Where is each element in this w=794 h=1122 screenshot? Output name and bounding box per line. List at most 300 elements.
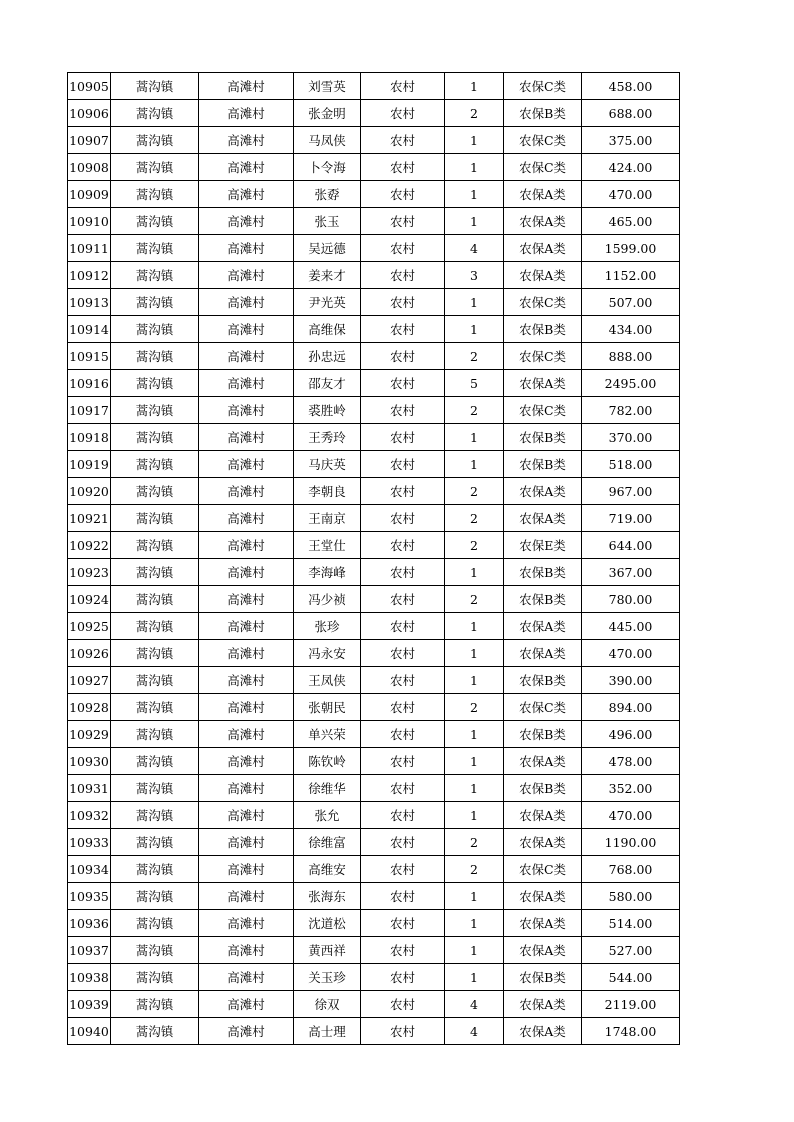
person-name-cell: 张珍 bbox=[294, 613, 361, 640]
village-cell: 高滩村 bbox=[199, 262, 294, 289]
table-row bbox=[68, 559, 680, 586]
record-id-cell: 10939 bbox=[68, 991, 111, 1018]
record-id-cell: 10934 bbox=[68, 856, 111, 883]
record-id-cell: 10932 bbox=[68, 802, 111, 829]
town-cell: 蒿沟镇 bbox=[111, 586, 199, 613]
village-cell: 高滩村 bbox=[199, 775, 294, 802]
table-row bbox=[68, 883, 680, 910]
person-name-cell: 张海东 bbox=[294, 883, 361, 910]
town-cell: 蒿沟镇 bbox=[111, 640, 199, 667]
household-count-cell: 1 bbox=[445, 154, 504, 181]
person-name-cell: 高士理 bbox=[294, 1018, 361, 1045]
household-count-cell: 1 bbox=[445, 559, 504, 586]
amount-cell: 1152.00 bbox=[582, 262, 680, 289]
village-cell: 高滩村 bbox=[199, 73, 294, 100]
town-cell: 蒿沟镇 bbox=[111, 316, 199, 343]
town-cell: 蒿沟镇 bbox=[111, 883, 199, 910]
person-name-cell: 张金明 bbox=[294, 100, 361, 127]
insurance-category-cell: 农保A类 bbox=[504, 235, 582, 262]
amount-cell: 470.00 bbox=[582, 802, 680, 829]
table-row bbox=[68, 262, 680, 289]
table-row bbox=[68, 829, 680, 856]
amount-cell: 527.00 bbox=[582, 937, 680, 964]
amount-cell: 496.00 bbox=[582, 721, 680, 748]
record-id-cell: 10926 bbox=[68, 640, 111, 667]
insurance-category-cell: 农保A类 bbox=[504, 262, 582, 289]
insurance-category-cell: 农保B类 bbox=[504, 424, 582, 451]
town-cell: 蒿沟镇 bbox=[111, 208, 199, 235]
household-count-cell: 1 bbox=[445, 883, 504, 910]
record-id-cell: 10927 bbox=[68, 667, 111, 694]
household-count-cell: 2 bbox=[445, 343, 504, 370]
table-row bbox=[68, 937, 680, 964]
household-count-cell: 1 bbox=[445, 181, 504, 208]
area-type-cell: 农村 bbox=[361, 73, 445, 100]
amount-cell: 782.00 bbox=[582, 397, 680, 424]
amount-cell: 967.00 bbox=[582, 478, 680, 505]
area-type-cell: 农村 bbox=[361, 559, 445, 586]
household-count-cell: 1 bbox=[445, 127, 504, 154]
town-cell: 蒿沟镇 bbox=[111, 289, 199, 316]
town-cell: 蒿沟镇 bbox=[111, 613, 199, 640]
record-id-cell: 10911 bbox=[68, 235, 111, 262]
record-id-cell: 10930 bbox=[68, 748, 111, 775]
household-count-cell: 3 bbox=[445, 262, 504, 289]
table-row bbox=[68, 181, 680, 208]
person-name-cell: 冯少祯 bbox=[294, 586, 361, 613]
insurance-category-cell: 农保A类 bbox=[504, 829, 582, 856]
record-id-cell: 10924 bbox=[68, 586, 111, 613]
person-name-cell: 冯永安 bbox=[294, 640, 361, 667]
area-type-cell: 农村 bbox=[361, 802, 445, 829]
village-cell: 高滩村 bbox=[199, 478, 294, 505]
household-count-cell: 2 bbox=[445, 532, 504, 559]
town-cell: 蒿沟镇 bbox=[111, 424, 199, 451]
record-id-cell: 10931 bbox=[68, 775, 111, 802]
record-id-cell: 10928 bbox=[68, 694, 111, 721]
town-cell: 蒿沟镇 bbox=[111, 748, 199, 775]
table-row bbox=[68, 424, 680, 451]
table-row bbox=[68, 667, 680, 694]
village-cell: 高滩村 bbox=[199, 802, 294, 829]
town-cell: 蒿沟镇 bbox=[111, 532, 199, 559]
insurance-category-cell: 农保C类 bbox=[504, 127, 582, 154]
area-type-cell: 农村 bbox=[361, 721, 445, 748]
person-name-cell: 姜来才 bbox=[294, 262, 361, 289]
person-name-cell: 王秀玲 bbox=[294, 424, 361, 451]
village-cell: 高滩村 bbox=[199, 667, 294, 694]
person-name-cell: 徐维富 bbox=[294, 829, 361, 856]
town-cell: 蒿沟镇 bbox=[111, 910, 199, 937]
area-type-cell: 农村 bbox=[361, 424, 445, 451]
table-row bbox=[68, 586, 680, 613]
amount-cell: 514.00 bbox=[582, 910, 680, 937]
household-count-cell: 1 bbox=[445, 613, 504, 640]
record-id-cell: 10912 bbox=[68, 262, 111, 289]
area-type-cell: 农村 bbox=[361, 991, 445, 1018]
amount-cell: 580.00 bbox=[582, 883, 680, 910]
town-cell: 蒿沟镇 bbox=[111, 343, 199, 370]
person-name-cell: 关玉珍 bbox=[294, 964, 361, 991]
insurance-category-cell: 农保C类 bbox=[504, 694, 582, 721]
amount-cell: 445.00 bbox=[582, 613, 680, 640]
record-id-cell: 10921 bbox=[68, 505, 111, 532]
area-type-cell: 农村 bbox=[361, 208, 445, 235]
village-cell: 高滩村 bbox=[199, 181, 294, 208]
household-count-cell: 1 bbox=[445, 451, 504, 478]
village-cell: 高滩村 bbox=[199, 883, 294, 910]
record-id-cell: 10906 bbox=[68, 100, 111, 127]
table-row bbox=[68, 775, 680, 802]
insurance-category-cell: 农保C类 bbox=[504, 397, 582, 424]
town-cell: 蒿沟镇 bbox=[111, 478, 199, 505]
household-count-cell: 2 bbox=[445, 100, 504, 127]
town-cell: 蒿沟镇 bbox=[111, 667, 199, 694]
village-cell: 高滩村 bbox=[199, 559, 294, 586]
village-cell: 高滩村 bbox=[199, 154, 294, 181]
village-cell: 高滩村 bbox=[199, 829, 294, 856]
area-type-cell: 农村 bbox=[361, 775, 445, 802]
village-cell: 高滩村 bbox=[199, 424, 294, 451]
village-cell: 高滩村 bbox=[199, 397, 294, 424]
record-id-cell: 10910 bbox=[68, 208, 111, 235]
person-name-cell: 王凤侠 bbox=[294, 667, 361, 694]
area-type-cell: 农村 bbox=[361, 181, 445, 208]
record-id-cell: 10929 bbox=[68, 721, 111, 748]
table-row bbox=[68, 532, 680, 559]
amount-cell: 424.00 bbox=[582, 154, 680, 181]
person-name-cell: 陈钦岭 bbox=[294, 748, 361, 775]
insurance-category-cell: 农保A类 bbox=[504, 991, 582, 1018]
household-count-cell: 1 bbox=[445, 289, 504, 316]
person-name-cell: 沈道松 bbox=[294, 910, 361, 937]
person-name-cell: 张允 bbox=[294, 802, 361, 829]
town-cell: 蒿沟镇 bbox=[111, 721, 199, 748]
record-id-cell: 10908 bbox=[68, 154, 111, 181]
village-cell: 高滩村 bbox=[199, 964, 294, 991]
table-row bbox=[68, 1018, 680, 1045]
record-id-cell: 10935 bbox=[68, 883, 111, 910]
person-name-cell: 李朝良 bbox=[294, 478, 361, 505]
table-row bbox=[68, 316, 680, 343]
town-cell: 蒿沟镇 bbox=[111, 775, 199, 802]
amount-cell: 544.00 bbox=[582, 964, 680, 991]
amount-cell: 768.00 bbox=[582, 856, 680, 883]
table-row bbox=[68, 991, 680, 1018]
insurance-category-cell: 农保A类 bbox=[504, 883, 582, 910]
person-name-cell: 高维保 bbox=[294, 316, 361, 343]
insurance-category-cell: 农保C类 bbox=[504, 856, 582, 883]
area-type-cell: 农村 bbox=[361, 127, 445, 154]
town-cell: 蒿沟镇 bbox=[111, 505, 199, 532]
household-count-cell: 4 bbox=[445, 991, 504, 1018]
household-count-cell: 1 bbox=[445, 775, 504, 802]
insurance-category-cell: 农保B类 bbox=[504, 451, 582, 478]
insurance-category-cell: 农保A类 bbox=[504, 937, 582, 964]
amount-cell: 1190.00 bbox=[582, 829, 680, 856]
village-cell: 高滩村 bbox=[199, 640, 294, 667]
amount-cell: 688.00 bbox=[582, 100, 680, 127]
person-name-cell: 黄西祥 bbox=[294, 937, 361, 964]
household-count-cell: 2 bbox=[445, 478, 504, 505]
insurance-category-cell: 农保B类 bbox=[504, 721, 582, 748]
area-type-cell: 农村 bbox=[361, 397, 445, 424]
insurance-category-cell: 农保B类 bbox=[504, 100, 582, 127]
household-count-cell: 2 bbox=[445, 694, 504, 721]
table-row bbox=[68, 127, 680, 154]
table-row bbox=[68, 613, 680, 640]
village-cell: 高滩村 bbox=[199, 586, 294, 613]
village-cell: 高滩村 bbox=[199, 1018, 294, 1045]
household-count-cell: 4 bbox=[445, 1018, 504, 1045]
household-count-cell: 1 bbox=[445, 910, 504, 937]
table-row bbox=[68, 910, 680, 937]
household-count-cell: 1 bbox=[445, 964, 504, 991]
insurance-category-cell: 农保C类 bbox=[504, 343, 582, 370]
town-cell: 蒿沟镇 bbox=[111, 964, 199, 991]
area-type-cell: 农村 bbox=[361, 748, 445, 775]
area-type-cell: 农村 bbox=[361, 856, 445, 883]
insurance-category-cell: 农保A类 bbox=[504, 208, 582, 235]
amount-cell: 390.00 bbox=[582, 667, 680, 694]
village-cell: 高滩村 bbox=[199, 748, 294, 775]
household-count-cell: 1 bbox=[445, 73, 504, 100]
village-cell: 高滩村 bbox=[199, 127, 294, 154]
amount-cell: 2495.00 bbox=[582, 370, 680, 397]
household-count-cell: 1 bbox=[445, 424, 504, 451]
table-row bbox=[68, 856, 680, 883]
area-type-cell: 农村 bbox=[361, 910, 445, 937]
table-row bbox=[68, 964, 680, 991]
person-name-cell: 单兴荣 bbox=[294, 721, 361, 748]
table-row bbox=[68, 694, 680, 721]
insurance-category-cell: 农保A类 bbox=[504, 505, 582, 532]
town-cell: 蒿沟镇 bbox=[111, 73, 199, 100]
table-row bbox=[68, 100, 680, 127]
table-row bbox=[68, 73, 680, 100]
area-type-cell: 农村 bbox=[361, 829, 445, 856]
insurance-category-cell: 农保C类 bbox=[504, 289, 582, 316]
record-id-cell: 10933 bbox=[68, 829, 111, 856]
village-cell: 高滩村 bbox=[199, 910, 294, 937]
table-row bbox=[68, 208, 680, 235]
area-type-cell: 农村 bbox=[361, 370, 445, 397]
person-name-cell: 邵友才 bbox=[294, 370, 361, 397]
town-cell: 蒿沟镇 bbox=[111, 856, 199, 883]
amount-cell: 888.00 bbox=[582, 343, 680, 370]
village-cell: 高滩村 bbox=[199, 856, 294, 883]
person-name-cell: 王南京 bbox=[294, 505, 361, 532]
person-name-cell: 吴远德 bbox=[294, 235, 361, 262]
record-id-cell: 10922 bbox=[68, 532, 111, 559]
household-count-cell: 4 bbox=[445, 235, 504, 262]
person-name-cell: 卜令海 bbox=[294, 154, 361, 181]
record-id-cell: 10940 bbox=[68, 1018, 111, 1045]
insurance-category-cell: 农保A类 bbox=[504, 613, 582, 640]
town-cell: 蒿沟镇 bbox=[111, 100, 199, 127]
household-count-cell: 2 bbox=[445, 829, 504, 856]
village-cell: 高滩村 bbox=[199, 370, 294, 397]
amount-cell: 470.00 bbox=[582, 181, 680, 208]
insurance-category-cell: 农保A类 bbox=[504, 181, 582, 208]
record-id-cell: 10919 bbox=[68, 451, 111, 478]
table-row bbox=[68, 640, 680, 667]
insurance-category-cell: 农保B类 bbox=[504, 964, 582, 991]
area-type-cell: 农村 bbox=[361, 262, 445, 289]
record-id-cell: 10938 bbox=[68, 964, 111, 991]
village-cell: 高滩村 bbox=[199, 100, 294, 127]
village-cell: 高滩村 bbox=[199, 505, 294, 532]
person-name-cell: 李海峰 bbox=[294, 559, 361, 586]
amount-cell: 518.00 bbox=[582, 451, 680, 478]
amount-cell: 465.00 bbox=[582, 208, 680, 235]
area-type-cell: 农村 bbox=[361, 505, 445, 532]
person-name-cell: 马凤侠 bbox=[294, 127, 361, 154]
area-type-cell: 农村 bbox=[361, 343, 445, 370]
table-row bbox=[68, 451, 680, 478]
table-row bbox=[68, 289, 680, 316]
area-type-cell: 农村 bbox=[361, 1018, 445, 1045]
table-row bbox=[68, 505, 680, 532]
amount-cell: 2119.00 bbox=[582, 991, 680, 1018]
town-cell: 蒿沟镇 bbox=[111, 829, 199, 856]
insurance-category-cell: 农保A类 bbox=[504, 748, 582, 775]
insurance-category-cell: 农保A类 bbox=[504, 1018, 582, 1045]
village-cell: 高滩村 bbox=[199, 208, 294, 235]
record-id-cell: 10923 bbox=[68, 559, 111, 586]
amount-cell: 434.00 bbox=[582, 316, 680, 343]
amount-cell: 478.00 bbox=[582, 748, 680, 775]
insurance-category-cell: 农保C类 bbox=[504, 154, 582, 181]
town-cell: 蒿沟镇 bbox=[111, 937, 199, 964]
record-id-cell: 10905 bbox=[68, 73, 111, 100]
person-name-cell: 尹光英 bbox=[294, 289, 361, 316]
person-name-cell: 王堂仕 bbox=[294, 532, 361, 559]
person-name-cell: 孙忠远 bbox=[294, 343, 361, 370]
record-id-cell: 10909 bbox=[68, 181, 111, 208]
record-id-cell: 10907 bbox=[68, 127, 111, 154]
household-count-cell: 1 bbox=[445, 721, 504, 748]
area-type-cell: 农村 bbox=[361, 883, 445, 910]
insurance-category-cell: 农保A类 bbox=[504, 640, 582, 667]
town-cell: 蒿沟镇 bbox=[111, 154, 199, 181]
record-id-cell: 10917 bbox=[68, 397, 111, 424]
area-type-cell: 农村 bbox=[361, 289, 445, 316]
town-cell: 蒿沟镇 bbox=[111, 694, 199, 721]
record-id-cell: 10920 bbox=[68, 478, 111, 505]
amount-cell: 367.00 bbox=[582, 559, 680, 586]
amount-cell: 507.00 bbox=[582, 289, 680, 316]
area-type-cell: 农村 bbox=[361, 235, 445, 262]
household-count-cell: 5 bbox=[445, 370, 504, 397]
amount-cell: 375.00 bbox=[582, 127, 680, 154]
household-count-cell: 1 bbox=[445, 640, 504, 667]
area-type-cell: 农村 bbox=[361, 694, 445, 721]
table-row bbox=[68, 343, 680, 370]
person-name-cell: 张孬 bbox=[294, 181, 361, 208]
household-count-cell: 2 bbox=[445, 856, 504, 883]
household-count-cell: 1 bbox=[445, 802, 504, 829]
household-count-cell: 2 bbox=[445, 397, 504, 424]
record-id-cell: 10915 bbox=[68, 343, 111, 370]
insurance-category-cell: 农保E类 bbox=[504, 532, 582, 559]
table-row bbox=[68, 235, 680, 262]
village-cell: 高滩村 bbox=[199, 991, 294, 1018]
household-count-cell: 1 bbox=[445, 937, 504, 964]
table-row bbox=[68, 802, 680, 829]
table-row bbox=[68, 154, 680, 181]
person-name-cell: 裘胜岭 bbox=[294, 397, 361, 424]
record-id-cell: 10914 bbox=[68, 316, 111, 343]
village-cell: 高滩村 bbox=[199, 316, 294, 343]
household-count-cell: 1 bbox=[445, 316, 504, 343]
record-id-cell: 10916 bbox=[68, 370, 111, 397]
insurance-category-cell: 农保B类 bbox=[504, 316, 582, 343]
area-type-cell: 农村 bbox=[361, 667, 445, 694]
person-name-cell: 徐维华 bbox=[294, 775, 361, 802]
person-name-cell: 徐双 bbox=[294, 991, 361, 1018]
amount-cell: 644.00 bbox=[582, 532, 680, 559]
insurance-category-cell: 农保B类 bbox=[504, 775, 582, 802]
insurance-category-cell: 农保B类 bbox=[504, 586, 582, 613]
household-count-cell: 1 bbox=[445, 667, 504, 694]
area-type-cell: 农村 bbox=[361, 964, 445, 991]
person-name-cell: 张朝民 bbox=[294, 694, 361, 721]
insurance-category-cell: 农保A类 bbox=[504, 910, 582, 937]
village-cell: 高滩村 bbox=[199, 694, 294, 721]
table-row bbox=[68, 748, 680, 775]
amount-cell: 1748.00 bbox=[582, 1018, 680, 1045]
table-row bbox=[68, 397, 680, 424]
village-cell: 高滩村 bbox=[199, 343, 294, 370]
person-name-cell: 刘雪英 bbox=[294, 73, 361, 100]
area-type-cell: 农村 bbox=[361, 154, 445, 181]
area-type-cell: 农村 bbox=[361, 451, 445, 478]
amount-cell: 1599.00 bbox=[582, 235, 680, 262]
area-type-cell: 农村 bbox=[361, 937, 445, 964]
record-id-cell: 10937 bbox=[68, 937, 111, 964]
roster-body bbox=[68, 73, 680, 1045]
person-name-cell: 张玉 bbox=[294, 208, 361, 235]
area-type-cell: 农村 bbox=[361, 640, 445, 667]
amount-cell: 470.00 bbox=[582, 640, 680, 667]
amount-cell: 719.00 bbox=[582, 505, 680, 532]
area-type-cell: 农村 bbox=[361, 532, 445, 559]
town-cell: 蒿沟镇 bbox=[111, 559, 199, 586]
record-id-cell: 10925 bbox=[68, 613, 111, 640]
amount-cell: 352.00 bbox=[582, 775, 680, 802]
area-type-cell: 农村 bbox=[361, 316, 445, 343]
person-name-cell: 高维安 bbox=[294, 856, 361, 883]
insurance-category-cell: 农保B类 bbox=[504, 559, 582, 586]
insurance-category-cell: 农保A类 bbox=[504, 370, 582, 397]
village-cell: 高滩村 bbox=[199, 937, 294, 964]
insurance-category-cell: 农保C类 bbox=[504, 73, 582, 100]
town-cell: 蒿沟镇 bbox=[111, 397, 199, 424]
roster-table bbox=[67, 72, 680, 1045]
insurance-category-cell: 农保A类 bbox=[504, 478, 582, 505]
table-row bbox=[68, 370, 680, 397]
area-type-cell: 农村 bbox=[361, 586, 445, 613]
village-cell: 高滩村 bbox=[199, 721, 294, 748]
village-cell: 高滩村 bbox=[199, 451, 294, 478]
record-id-cell: 10918 bbox=[68, 424, 111, 451]
insurance-category-cell: 农保A类 bbox=[504, 802, 582, 829]
record-id-cell: 10936 bbox=[68, 910, 111, 937]
household-count-cell: 1 bbox=[445, 748, 504, 775]
town-cell: 蒿沟镇 bbox=[111, 802, 199, 829]
village-cell: 高滩村 bbox=[199, 235, 294, 262]
